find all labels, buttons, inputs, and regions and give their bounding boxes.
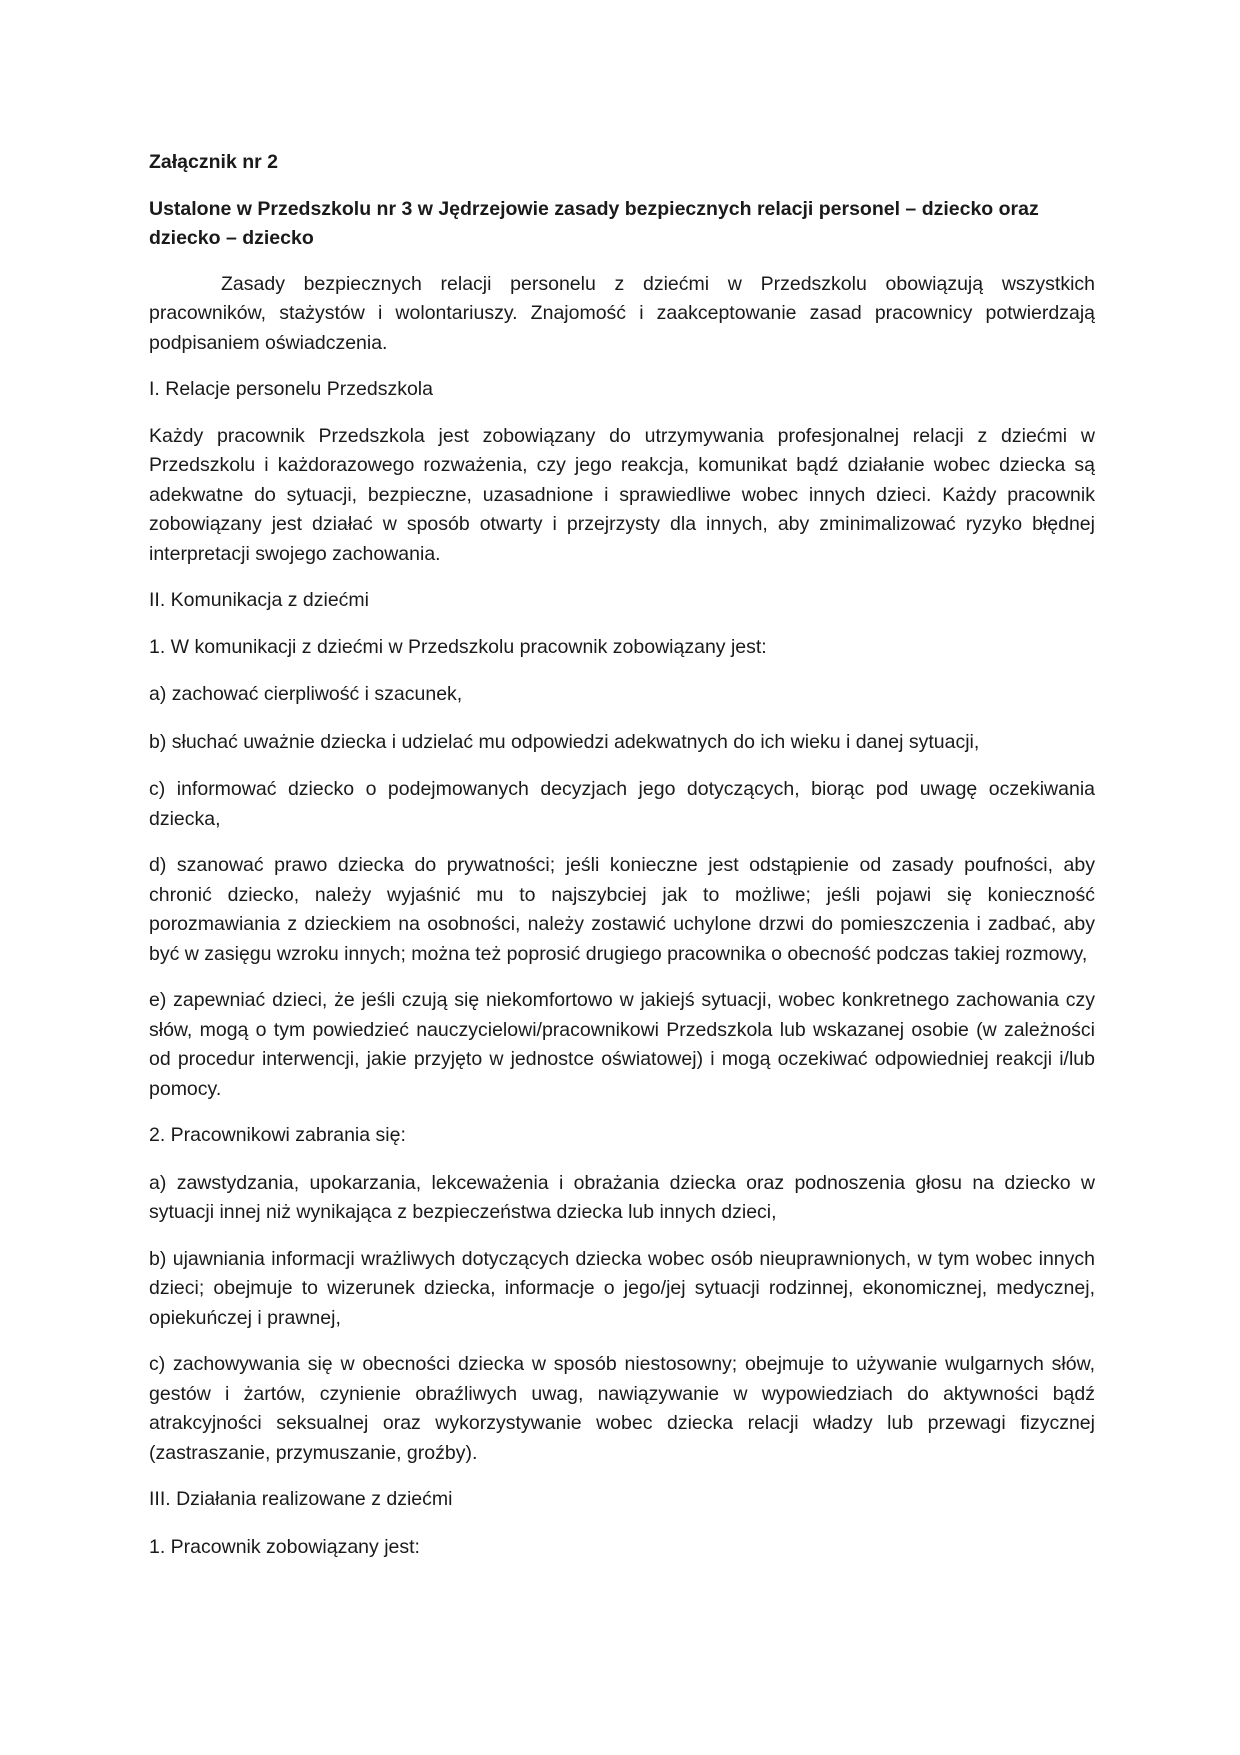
list-item-d: d) szanować prawo dziecka do prywatności; jeśli konieczne jest odstąpienie od zasady poufności, aby chronić dziecko, należy wyjaśnić mu to najszybciej jak to możliwe; jeśli pojawi się konieczność porozmawiania z dzieckiem na osobności, należy zostawić uchylone drzwi do pomieszczenia i zadbać, aby być w zasięgu wzroku innych; można też poprosić drugiego pracownika o obecność podczas takiej rozmowy,	[149, 854, 1095, 965]
list-item-a: a) zachować cierpliwość i szacunek,	[149, 683, 463, 705]
section-1-heading: I. Relacje personelu Przedszkola	[149, 378, 433, 400]
section-3-point-1: 1. Pracownik zobowiązany jest:	[149, 1535, 420, 1558]
document-page	[149, 148, 1095, 1562]
section-2-point-2: 2. Pracownikowi zabrania się:	[149, 1124, 406, 1146]
list-item-b: b) słuchać uważnie dziecka i udzielać mu odpowiedzi adekwatnych do ich wieku i danej sytuacji,	[149, 730, 980, 753]
prohibition-item-c: c) zachowywania się w obecności dziecka w sposób niestosowny; obejmuje to używanie wulgarnych słów, gestów i żartów, czynienie obraźliwych uwag, nawiązywanie w wypowiedziach do aktywności bądź atrakcyjności seksualnej oraz wykorzystywanie wobec dziecka relacji władzy lub przewagi fizycznej (zastraszanie, przymuszanie, groźby).	[149, 1353, 1095, 1464]
list-item-e: e) zapewniać dzieci, że jeśli czują się niekomfortowo w jakiejś sytuacji, wobec konkretnego zachowania czy słów, mogą o tym powiedzieć nauczycielowi/pracownikowi Przedszkola lub wskazanej osobie (w zależności od procedur interwencji, jakie przyjęto w jednostce oświatowej) i mogą oczekiwać odpowiedniej reakcji i/lub pomocy.	[149, 989, 1095, 1100]
section-2-point-1: 1. W komunikacji z dziećmi w Przedszkolu pracownik zobowiązany jest:	[149, 635, 767, 658]
prohibition-item-b: b) ujawniania informacji wrażliwych dotyczących dziecka wobec osób nieuprawnionych, w tym wobec innych dzieci; obejmuje to wizerunek dziecka, informacje o jego/jej sytuacji rodzinnej, ekonomicznej, medycznej, opiekuńczej i prawnej,	[149, 1247, 1095, 1329]
document-title: Ustalone w Przedszkolu nr 3 w Jędrzejowie zasady bezpiecznych relacji personel – dziecko oraz dziecko – dziecko	[149, 197, 1039, 249]
intro-paragraph: Zasady bezpiecznych relacji personelu z dziećmi w Przedszkolu obowiązują wszystkich pracowników, stażystów i wolontariuszy. Znajomość i zaakceptowanie zasad pracownicy potwierdzają podpisaniem oświadczenia.	[149, 272, 1095, 354]
section-1-text: Każdy pracownik Przedszkola jest zobowiązany do utrzymywania profesjonalnej relacji z dziećmi w Przedszkolu i każdorazowego rozważenia, czy jego reakcja, komunikat bądź działanie wobec dziecka są adekwatne do sytuacji, bezpieczne, uzasadnione i sprawiedliwe wobec innych dzieci. Każdy pracownik zobowiązany jest działać w sposób otwarty i przejrzysty dla innych, aby zminimalizować ryzyko błędnej interpretacji swojego zachowania.	[149, 424, 1095, 565]
section-2-heading: II. Komunikacja z dziećmi	[149, 589, 369, 611]
prohibition-item-a: a) zawstydzania, upokarzania, lekceważenia i obrażania dziecka oraz podnoszenia głosu na dziecko w sytuacji innej niż wynikająca z bezpieczeństwa dziecka lub innych dzieci,	[149, 1171, 1095, 1223]
section-3-heading: III. Działania realizowane z dziećmi	[149, 1488, 453, 1510]
attachment-label: Załącznik nr 2	[149, 151, 278, 173]
list-item-c: c) informować dziecko o podejmowanych decyzjach jego dotyczących, biorąc pod uwagę oczekiwania dziecka,	[149, 778, 1095, 830]
